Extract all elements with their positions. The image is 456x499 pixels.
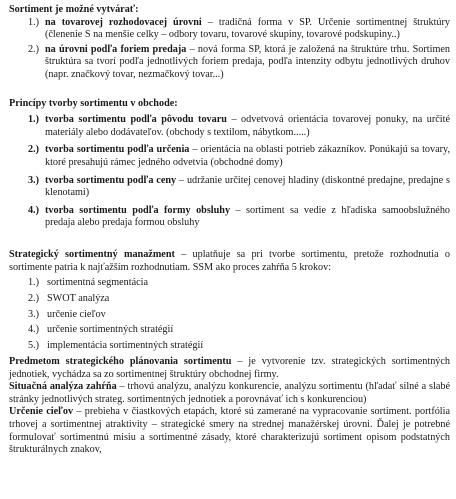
item-text: tvorba sortimentu podľa pôvodu tovaru – odvetvová orientácia tovarovej ponuky, na určité materiály alebo dodávateľov. (obchody s textilom, nábytkom.....)	[45, 114, 450, 138]
item-text: tvorba sortimentu podľa formy obsluhy – sortiment sa vedie z hľadiska samoobslužného predaja alebo predaja formou obsluhy	[45, 204, 451, 229]
creation-levels-list	[9, 17, 450, 82]
section-heading-principles: Princípy tvorby sortimentu v obchode:	[9, 97, 178, 109]
item-number: 1.)	[27, 114, 39, 126]
item-text: tvorba sortimentu podľa ceny – udržanie určitej cenovej hladiny (diskontné predajne, predajne s klenotami)	[45, 174, 451, 199]
item-text: sortimentná segmentácia	[47, 277, 148, 289]
item-number: 3.)	[27, 308, 39, 320]
item-number: 5.)	[27, 340, 39, 352]
list-item	[9, 293, 450, 306]
list-item	[9, 277, 450, 290]
principles-list	[9, 114, 450, 230]
item-text: určenie cieľov	[47, 308, 106, 320]
item-number: 1.)	[27, 277, 39, 289]
item-text: na úrovni podľa foriem predaja – nová forma SP, ktorá je založená na štruktúre trhu. Sortimen štruktúra sa tvorí podľa jednotlivých foriem predaja, podľa intenzity odbytu jednotlivých druhov (napr. značkový tovar, nezmačkový tovar...)	[45, 43, 450, 80]
planning-subject-paragraph: Predmetom strategického plánovania sortimentu – je vytvorenie tzv. strategických sortimentných jednotiek, vychádza sa zo sortimentnej štruktúry obchodnej firmy.	[9, 356, 450, 380]
item-number: 2.)	[27, 144, 39, 156]
list-item	[9, 340, 450, 353]
list-item	[9, 44, 450, 82]
item-number: 2.)	[27, 43, 39, 55]
list-item	[9, 309, 450, 322]
item-number: 1.)	[27, 16, 39, 28]
list-item	[9, 324, 450, 337]
item-text: určenie sortimentných stratégií	[47, 324, 174, 336]
list-item	[9, 114, 450, 139]
item-number: 3.)	[27, 174, 39, 186]
goal-setting-paragraph: Určenie cieľov – prebieha v čiastkových etapách, ktoré sú zamerané na vypracovanie sortiment. portfólia trhovej a sortimentnej atraktivity – strategické smery na strednej manažérskej úrovni. Ďalej je potrebné formulovať sortimentnú misiu a sortimentné zásady, ktoré charakterizujú sortiment opisom podstatných štrukturálnych znakov,	[9, 406, 450, 456]
item-text: tvorba sortimentu podľa určenia – orientácia na oblasti potrieb zákazníkov. Ponúkajú sa tovary, ktoré presahujú rámec jedného odvetvia (obchodné domy)	[45, 144, 450, 168]
situation-analysis-paragraph: Situačná analýza zahŕňa – trhovú analýzu, analýzu konkurencie, analýzu sortimentu (hľadať silné a slabé stránky jednotlivých strateg. sortimentných jednotiek a porovnávať ich s konkurenciou)	[9, 381, 450, 405]
list-item	[9, 144, 450, 169]
item-number: 4.)	[27, 204, 39, 216]
item-number: 2.)	[27, 292, 39, 304]
list-item	[9, 17, 450, 42]
list-item	[9, 175, 450, 200]
item-number: 4.)	[27, 324, 39, 336]
item-text: SWOT analýza	[47, 292, 110, 304]
list-item	[9, 205, 450, 230]
strategic-management-paragraph: Strategický sortimentný manažment – uplatňuje sa pri tvorbe sortimentu, pretože rozhodnutia o sortimente patria k najťažším rozhodnutiam. SSM ako proces zahŕňa 5 krokov:	[9, 248, 450, 273]
ssm-steps-list	[9, 277, 450, 353]
section-heading-creation: Sortiment je možné vytvárať:	[9, 4, 139, 15]
item-text: implementácia sortimentných stratégií	[47, 340, 204, 352]
item-text: na tovarovej rozhodovacej úrovni – tradičná forma v SP. Určenie sortimentnej štruktúry (členenie S na menšie celky – odbory tovaru, tovarové skupiny, tovarové podskupiny..)	[45, 16, 450, 41]
